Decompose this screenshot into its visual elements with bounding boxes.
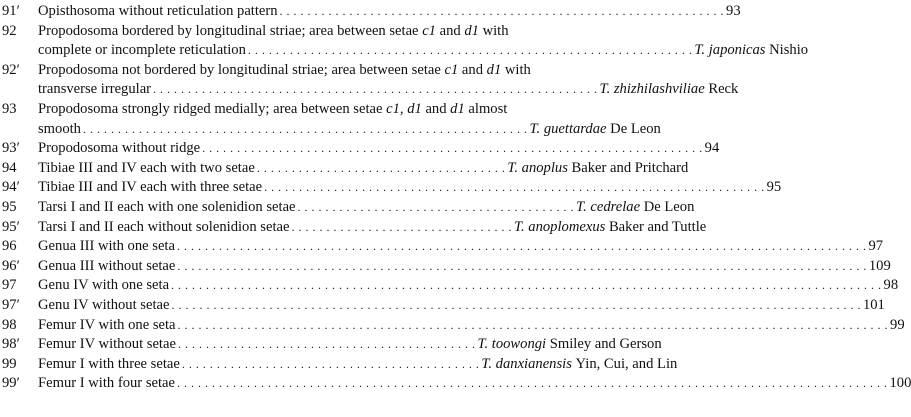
couplet-number: 92	[2, 22, 17, 39]
key-entry-99	[0, 355, 678, 375]
species-name: T. danxianensis	[481, 355, 572, 372]
key-line	[38, 257, 891, 277]
leader-dots: . . . . . . . . . . . . . . . . . . . . . . . . . . . . . . . . . . . . . . . .	[297, 199, 575, 214]
key-text: Tarsi I and II each with one solenidion setae	[38, 198, 296, 215]
key-line	[38, 335, 660, 355]
key-text: Femur IV with one seta	[38, 316, 176, 333]
key-line	[38, 218, 707, 238]
species-name: T. anoplus	[507, 159, 568, 176]
key-line	[38, 316, 905, 336]
authority: Yin, Cui, and Lin	[575, 355, 678, 372]
leader-dots: . . . . . . . . . . . . . . . . . . . . . . . . . . . . . . . .	[291, 219, 512, 234]
key-entry-99p	[0, 374, 911, 394]
key-text: Tibiae III and IV each with three setae	[38, 179, 263, 196]
couplet-number: 99	[2, 355, 17, 372]
key-entry-93p	[0, 139, 720, 159]
authority: Reck	[708, 81, 739, 98]
species-name: T. toowongi	[477, 336, 547, 353]
couplet-number: 92′	[2, 61, 20, 78]
key-line	[38, 296, 885, 316]
key-line	[38, 41, 809, 61]
key-text: complete or incomplete reticulation	[38, 42, 246, 59]
leader-dots: . . . . . . . . . . . . . . . . . . . . . . . . . . . . . . . . . . . . . . . . . . . . . . . . . . . . . . . . . . . . . . . . . . . . . . . . . . . . . . . . . . . . . . . . . . . . . . . . . . . . . .	[171, 278, 882, 293]
key-line	[38, 178, 782, 198]
key-line	[38, 374, 911, 394]
key-line	[38, 22, 660, 42]
couplet-number: 98′	[2, 336, 20, 353]
couplet-number: 94	[2, 159, 17, 176]
key-text: Genua III with one seta	[38, 238, 175, 255]
key-text: transverse irregular	[38, 81, 152, 98]
key-text: Tarsi I and II each without solenidion setae	[38, 218, 290, 235]
couplet-reference: 100	[889, 375, 911, 392]
key-text: Propodosoma strongly ridged medially; area between setae c1, d1 and d1 almost	[38, 100, 508, 117]
key-line	[38, 276, 899, 296]
couplet-reference: 93	[726, 3, 741, 19]
key-text: Femur IV without setae	[38, 336, 176, 353]
couplet-reference: 95	[766, 179, 782, 196]
leader-dots: . . . . . . . . . . . . . . . . . . . . . . . . . . . . . . . . . . . . . . . . . . . . . . . . . . . . . . . . . . . . . . . .	[153, 82, 598, 97]
key-entry-95	[0, 198, 695, 218]
authority: De Leon	[610, 120, 661, 137]
authority: Smiley and Gerson	[549, 336, 662, 353]
key-text: Femur I with four setae	[38, 375, 175, 392]
species-name: T. anoplomexus	[513, 218, 606, 235]
key-text: Propodosoma without ridge	[38, 140, 201, 157]
key-text: Femur I with three setae	[38, 355, 180, 372]
leader-dots: . . . . . . . . . . . . . . . . . . . . . . . . . . . . . . . . . . . . . . . . . . . . . . . . . . . . . . . . . . . . . . . .	[247, 43, 693, 58]
leader-dots: . . . . . . . . . . . . . . . . . . . . . . . . . . . . . . . . . . . . . . . . . . .	[177, 337, 476, 352]
key-line	[38, 159, 689, 179]
authority: Baker and Pritchard	[571, 159, 689, 176]
couplet-number: 93	[2, 100, 17, 117]
leader-dots: . . . . . . . . . . . . . . . . . . . . . . . . . . . . . . . . . . . . . . . . . . . . . . . . . . . . . . . . . . . . . . . . . . . . . . . . . . . . . . . . . . . . . . . . . . . . . . . . . . . . . .	[176, 376, 888, 391]
key-entry-93	[0, 100, 663, 139]
key-line	[38, 355, 678, 375]
species-name: T. guettardae	[529, 120, 607, 137]
leader-dots: . . . . . . . . . . . . . . . . . . . . . . . . . . . . . . . . . . . . . . . . . . . . . . . . . . . . . . . . . . . . . . . .	[82, 121, 528, 136]
key-entry-95p	[0, 218, 707, 238]
key-entry-92	[0, 22, 809, 61]
couplet-number: 99′	[2, 375, 20, 392]
couplet-number: 96	[2, 238, 17, 255]
couplet-number: 95′	[2, 218, 20, 235]
couplet-reference: 94	[704, 140, 720, 157]
key-entry-94p	[0, 178, 782, 198]
leader-dots: . . . . . . . . . . . . . . . . . . . . . . . . . . . . . . . . . . . . . . . . . . . . . . . . . . . . . . . . . . . . . . . . . . . . . . . . . . . . . . . . . . . . . . . . . . . . . . . . . . .	[176, 239, 867, 254]
leader-dots: . . . . . . . . . . . . . . . . . . . . . . . . . . . . . . . . . . . . . . . . . . . . . . . . . . . . . . . . . . . . . . . . . . . . . . . .	[264, 180, 765, 195]
couplet-number: 91′	[2, 3, 20, 19]
key-entry-97p	[0, 296, 885, 316]
couplet-reference: 109	[868, 257, 891, 274]
key-entry-91p	[0, 2, 741, 22]
couplet-reference: 97	[868, 238, 884, 255]
key-line	[38, 198, 695, 218]
key-entry-96p	[0, 257, 891, 277]
species-name: T. cedrelae	[576, 198, 641, 215]
key-entry-92p	[0, 61, 739, 100]
authority: De Leon	[643, 198, 695, 215]
key-line	[38, 80, 739, 100]
key-entry-98p	[0, 335, 663, 355]
key-text: Tibiae III and IV each with two setae	[38, 159, 255, 176]
couplet-reference: 101	[862, 296, 885, 313]
key-text: Propodosoma bordered by longitudinal striae; area between setae c1 and d1 with	[38, 22, 509, 39]
leader-dots: . . . . . . . . . . . . . . . . . . . . . . . . . . . . . . . . . . . . . . . . . . . . . . . . . . . . . . . . . . . . . . . .	[279, 4, 725, 18]
couplet-number: 97	[2, 277, 17, 294]
couplet-number: 94′	[2, 179, 20, 196]
couplet-number: 93′	[2, 140, 20, 157]
key-text: Genu IV with one seta	[38, 277, 170, 294]
leader-dots: . . . . . . . . . . . . . . . . . . . . . . . . . . . . . . . . . . . . . . . . . . . . . . . . . . . . . . . . . . . . . . . . . . . . . . . .	[202, 141, 703, 156]
leader-dots: . . . . . . . . . . . . . . . . . . . . . . . . . . . . . . . . . . . . . . . . . . . . . . . . . . . . . . . . . . . . . . . . . . . . . . . . . . . . . . . . . . . . . . . . . . . . . . . . . . .	[177, 258, 867, 273]
key-line	[38, 100, 660, 120]
key-line	[38, 237, 884, 257]
authority: Baker and Tuttle	[608, 218, 707, 235]
key-entry-97	[0, 276, 899, 296]
key-text: Opisthosoma without reticulation pattern	[38, 3, 278, 19]
key-text: Genu IV without setae	[38, 296, 170, 313]
key-text: Propodosoma not bordered by longitudinal striae; area between setae c1 and d1 with	[38, 61, 531, 78]
key-line	[38, 2, 741, 22]
authority: Nishio	[769, 42, 809, 59]
key-entry-98	[0, 316, 905, 336]
couplet-reference: 99	[890, 316, 905, 333]
key-line	[38, 120, 660, 140]
species-name: T. zhizhilashviliae	[599, 81, 705, 98]
couplet-number: 95	[2, 198, 17, 215]
key-text: Genua III without setae	[38, 257, 176, 274]
couplet-reference: 98	[883, 277, 899, 294]
couplet-number: 97′	[2, 296, 20, 313]
key-entry-96	[0, 237, 884, 257]
couplet-number: 98	[2, 316, 17, 333]
key-text: smooth	[38, 120, 81, 137]
key-line	[38, 139, 720, 159]
leader-dots: . . . . . . . . . . . . . . . . . . . . . . . . . . . . . . . . . . . . . . . . . . . . . . . . . . . . . . . . . . . . . . . . . . . . . . . . . . . . . . . . . . . . . . . . . . . . . . . . . . .	[171, 297, 861, 312]
species-name: T. japonicas	[694, 42, 766, 59]
leader-dots: . . . . . . . . . . . . . . . . . . . . . . . . . . . . . . . . . . . .	[256, 160, 506, 175]
leader-dots: . . . . . . . . . . . . . . . . . . . . . . . . . . . . . . . . . . . . . . . . . . . . . . . . . . . . . . . . . . . . . . . . . . . . . . . . . . . . . . . . . . . . . . . . . . . . . . . . . . . . . .	[177, 317, 889, 332]
key-line	[38, 61, 660, 81]
leader-dots: . . . . . . . . . . . . . . . . . . . . . . . . . . . . . . . . . . . . . . . . . . .	[181, 356, 480, 371]
couplet-number: 96′	[2, 257, 20, 274]
key-entry-94	[0, 159, 689, 179]
